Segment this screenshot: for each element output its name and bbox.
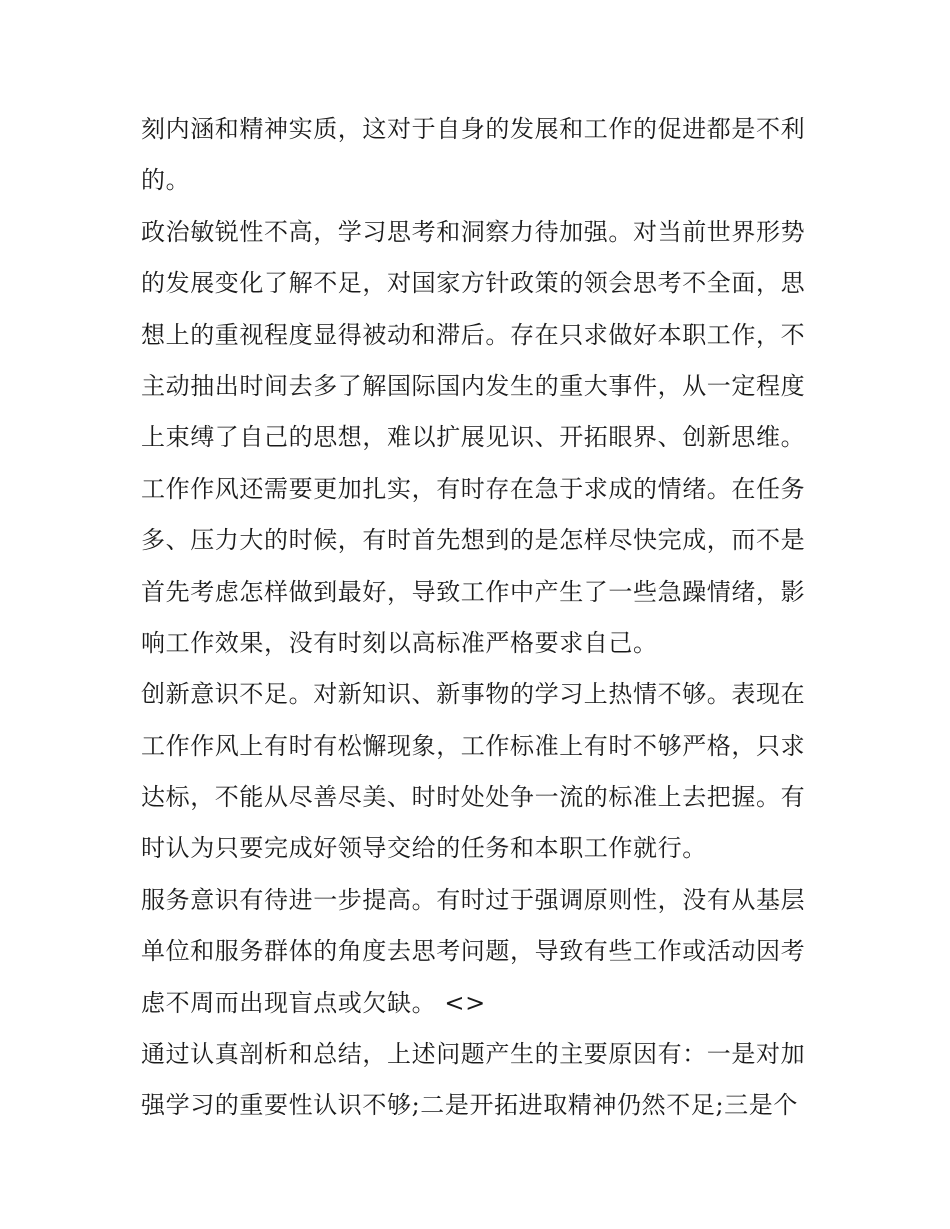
text-line: 时认为只要完成好领导交给的任务和本职工作就行。 bbox=[141, 834, 707, 863]
text-line: 服务意识有待进一步提高。有时过于强调原则性，没有从基层 bbox=[141, 885, 806, 914]
text-line: 通过认真剖析和总结，上述问题产生的主要原因有：一是对加 bbox=[141, 1040, 806, 1069]
text-line: 虑不周而出现盲点或欠缺。 <> bbox=[141, 988, 486, 1017]
text-line: 的。 bbox=[141, 166, 191, 195]
text-line: 达标，不能从尽善尽美、时时处处争一流的标准上去把握。有 bbox=[141, 783, 806, 812]
text-line: 想上的重视程度显得被动和滞后。存在只求做好本职工作，不 bbox=[141, 320, 806, 349]
text-line: 首先考虑怎样做到最好，导致工作中产生了一些急躁情绪，影 bbox=[141, 577, 806, 606]
text-line: 主动抽出时间去多了解国际国内发生的重大事件，从一定程度 bbox=[141, 371, 806, 400]
text-line: 工作作风上有时有松懈现象，工作标准上有时不够严格，只求 bbox=[141, 731, 806, 760]
text-line: 创新意识不足。对新知识、新事物的学习上热情不够。表现在 bbox=[141, 680, 806, 709]
document-body bbox=[141, 104, 821, 1132]
text-line: 刻内涵和精神实质，这对于自身的发展和工作的促进都是不利 bbox=[141, 115, 806, 143]
text-line: 政治敏锐性不高，学习思考和洞察力待加强。对当前世界形势 bbox=[141, 217, 806, 246]
text-line: 多、压力大的时候，有时首先想到的是怎样尽快完成，而不是 bbox=[141, 526, 806, 555]
text-line: 的发展变化了解不足，对国家方针政策的领会思考不全面，思 bbox=[141, 269, 806, 298]
text-line: 工作作风还需要更加扎实，有时存在急于求成的情绪。在任务 bbox=[141, 474, 806, 503]
text-line: 响工作效果，没有时刻以高标准严格要求自己。 bbox=[141, 628, 658, 657]
text-line: 强学习的重要性认识不够;二是开拓进取精神仍然不足;三是个 bbox=[141, 1091, 798, 1120]
text-line: 单位和服务群体的角度去思考问题，导致有些工作或活动因考 bbox=[141, 937, 806, 966]
text-line: 上束缚了自己的思想，难以扩展见识、开拓眼界、创新思维。 bbox=[141, 423, 806, 452]
